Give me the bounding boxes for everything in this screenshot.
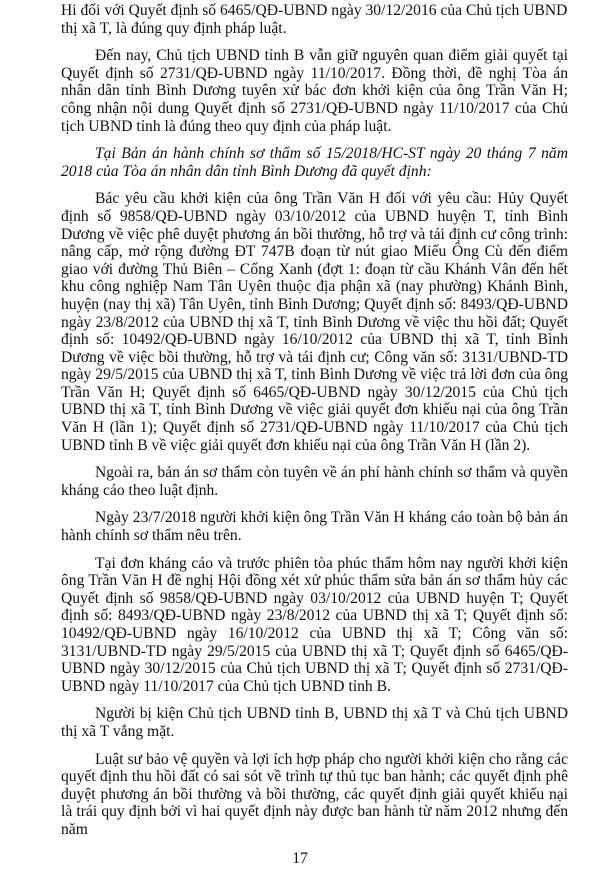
text-line: số 9858/QĐ-UBND ngày 03/10/2012 của UBND huyện T, tỉnh Bình Dương về	[61, 207, 568, 243]
text-line: Nam Tân Uyên thuộc địa phận xã (nay phường) Khánh Bình, huyện (nay thị xã)	[61, 278, 568, 313]
page-number: 17	[292, 850, 308, 867]
text-line: Tại đơn kháng cáo và trước phiên tòa phúc thẩm hôm nay người khởi kiện ông	[61, 554, 568, 590]
text-line: việc phê duyệt phương án bồi thường, hỗ trợ và tái định cư công trình: nâng cấp,	[61, 225, 568, 261]
text-line: Thủ Biên – Cống Xanh (đợt 1: đoạn từ cầu Khánh Vân đến hết khu công nghiệp	[61, 260, 568, 296]
text-line: 2731/QĐ-UBND ngày 11/10/2017 của Chủ tịch UBND tỉnh B về việc giải quyết	[61, 419, 568, 454]
text-line: của Chủ tịch UBND thị xã T; Quyết định số 2731/QĐ-UBND ngày 11/10/2017	[61, 660, 568, 695]
text-line: của Chủ tịch UBND tỉnh B.	[217, 677, 391, 695]
paragraph-2	[61, 47, 568, 135]
text-line: đơn khiếu nại của ông Trần Văn H (lần 2).	[265, 436, 531, 454]
text-line: Ngày 23/7/2018 người khởi kiện ông Trần Văn H kháng cáo toàn bộ bản án	[95, 509, 568, 527]
text-line: duyệt phương án bồi thường và bồi thường, các quyết định giải quyết khiếu nại là	[61, 785, 568, 821]
paragraph-5	[61, 464, 568, 499]
text-line: về việc giải quyết đơn khiếu nại của ông Trần Văn H (lần 1); Quyết định số	[61, 401, 568, 437]
document-page	[61, 2, 568, 849]
text-line: Bác yêu cầu khởi kiện của ông Trần Văn H đối với yêu cầu: Hủy Quyết định	[61, 190, 568, 225]
text-line: mở rộng đường ĐT 747B đoạn từ nút giao Miếu Ông Cù đến điểm giao với đường	[61, 243, 569, 278]
text-line: dân tỉnh Bình Dương tuyên xử bác đơn khởi kiện của ông Trần Văn H; công nhận	[61, 82, 568, 117]
text-line: hỗ trợ và tái định cư; Công văn số: 3131/UBND-TD ngày 29/5/2015 của UBND	[61, 348, 568, 384]
paragraph-3	[61, 145, 568, 180]
paragraph-8	[61, 705, 568, 740]
text-line: quyết định thu hồi đất có sai sót về trình tự thủ tục ban hành; các quyết định phê	[61, 768, 568, 786]
text-line: UBND ngày 16/10/2012 của UBND thị xã T, tỉnh Bình Dương về việc bồi thường,	[61, 331, 568, 366]
text-line: UBND ngày 16/10/2012 của UBND thị xã T; Công văn số: 3131/UBND-TD ngày	[61, 625, 568, 660]
paragraph-4	[61, 190, 568, 454]
text-line: thị xã T, là đúng quy định pháp luật.	[61, 19, 287, 37]
text-line: 6465/QĐ-UBND ngày 30/12/2015 của Chủ tịch UBND thị xã T, tỉnh Bình Dương	[61, 383, 568, 419]
text-line: trái quy định bởi vì hai quyết định này được ban hành từ năm 2012 nhưng đến năm	[61, 803, 569, 838]
text-line: UBND thị xã T, tỉnh Bình Dương về việc thu hồi đất; Quyết định số: 10492/QĐ-	[61, 313, 568, 349]
text-line: Tại Bản án hành chính sơ thẩm số 15/2018/HC-ST ngày 20 tháng 7 năm 2018	[61, 145, 568, 180]
text-line: Trần Văn H đề nghị Hội đồng xét xử phúc thẩm sửa bản án sơ thẩm hủy các Quyết	[61, 572, 568, 607]
paragraph-7	[61, 555, 568, 696]
paragraph-1	[61, 2, 568, 37]
text-line: hành chính sơ thẩm nêu trên.	[61, 527, 242, 545]
text-line: Quyết định số 2731/QĐ-UBND ngày 11/10/2017. Đồng thời, đề nghị Tòa án nhân	[61, 64, 568, 100]
text-line: 8493/QĐ-UBND ngày 23/8/2012 của UBND thị xã T; Quyết định số: 10492/QĐ-	[61, 607, 568, 642]
text-line: thị xã T, tỉnh Bình Dương về việc trả lời đơn của ông Trần Văn H; Quyết định số	[61, 366, 568, 401]
text-line: Tân Uyên, tỉnh Bình Dương; Quyết định số: 8493/QĐ-UBND ngày 23/8/2012 của	[61, 295, 568, 331]
text-line: kháng cáo theo luật định.	[61, 481, 219, 499]
text-line: xã T vắng mặt.	[81, 722, 175, 740]
text-line: Ngoài ra, bản án sơ thẩm còn tuyên về án phí hành chính sơ thẩm và quyền	[95, 464, 568, 482]
text-line: định số 9858/QĐ-UBND ngày 03/10/2012 của UBND huyện T; Quyết định số:	[61, 589, 568, 625]
text-line: tỉnh là đúng theo quy định của pháp luật.	[136, 117, 392, 135]
text-line: Hi đối với Quyết định số 6465/QĐ-UBND ngày 30/12/2016 của Chủ tịch UBND	[61, 2, 568, 19]
text-line: Đến nay, Chủ tịch UBND tỉnh B vẫn giữ nguyên quan điểm giải quyết tại	[95, 47, 568, 65]
text-line: nội dung Quyết định số 2731/QĐ-UBND ngày 11/10/2017 của Chủ tịch UBND	[61, 99, 568, 135]
text-line: của Tòa án nhân dân tỉnh Bình Dương đã quyết định:	[96, 162, 432, 180]
text-line: Luật sư bảo vệ quyền và lợi ích hợp pháp cho người khởi kiện cho rằng các	[95, 750, 568, 768]
paragraph-9	[61, 751, 568, 839]
paragraph-6	[61, 509, 568, 544]
text-line: 29/5/2015 của UBND thị xã T; Quyết định số 6465/QĐ-UBND ngày 30/12/2015	[61, 642, 568, 678]
text-line: Người bị kiện Chủ tịch UBND tỉnh B, UBND thị xã T và Chủ tịch UBND thị	[61, 705, 568, 740]
